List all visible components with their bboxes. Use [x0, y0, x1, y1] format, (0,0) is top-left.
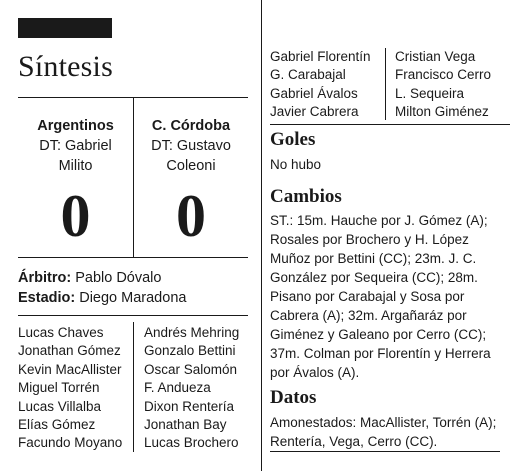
goles-heading: Goles [270, 129, 316, 150]
referee-value: Pablo Dóvalo [75, 270, 162, 286]
bottom-divider [270, 451, 500, 452]
list-item: Cristian Vega [395, 49, 476, 64]
list-item: Jonathan Bay [144, 417, 227, 433]
list-item: Miguel Torrén [18, 380, 100, 396]
list-item: Gabriel Florentín [270, 49, 371, 64]
score-divider [18, 257, 248, 258]
away-team-name: C. Córdoba [151, 118, 231, 134]
list-item: L. Sequeira [395, 85, 465, 101]
list-item: Francisco Cerro [395, 67, 492, 83]
home-lineup-col1 [18, 324, 130, 453]
referee-label: Árbitro: [18, 270, 72, 286]
away-lineup-divider [385, 48, 386, 120]
away-lineup-col1 [270, 48, 382, 122]
text-line: Amonestados: MacAllister, Torrén (A); [270, 415, 497, 430]
text-line: Muñoz por Bettini (CC); 23m. J. C. [270, 251, 477, 266]
home-score: 0 [60, 183, 91, 249]
text-line: ST.: 15m. Hauche por J. Gómez (A); [270, 213, 488, 228]
list-item: Elías Gómez [18, 417, 96, 433]
away-coach-line1: DT: Gustavo [151, 138, 231, 154]
list-item: Facundo Moyano [18, 435, 123, 451]
home-team-name: Argentinos [37, 118, 114, 134]
away-coach-line2: Coleoni [166, 158, 216, 174]
header-bar [18, 18, 112, 38]
stadium-line [18, 290, 186, 306]
list-item: Lucas Chaves [18, 325, 104, 340]
datos-text [270, 413, 510, 451]
text-line: González por Sequeira (CC); 28m. [270, 270, 478, 285]
list-item: Gabriel Ávalos [270, 85, 358, 101]
away-lineup-col2 [395, 48, 510, 122]
cambios-text [270, 211, 510, 382]
list-item: Jonathan Gómez [18, 343, 121, 359]
home-coach-line1: DT: Gabriel [39, 138, 112, 154]
away-score: 0 [176, 183, 206, 249]
home-team [18, 116, 133, 176]
home-lineup-divider [133, 322, 134, 452]
text-line: Cabrera (A); 32m. Argañaráz por [270, 308, 467, 323]
list-item: Oscar Salomón [144, 361, 238, 377]
column-gutter [261, 0, 262, 471]
referee-line [18, 270, 161, 286]
lineup-divider-right [270, 124, 510, 125]
home-coach-line2: Milito [58, 158, 93, 174]
stadium-value: Diego Maradona [79, 290, 187, 306]
stadium-label: Estadio: [18, 290, 76, 306]
goles-text: No hubo [270, 157, 322, 172]
list-item: Milton Giménez [395, 104, 489, 120]
text-line: Rosales por Brochero y H. López [270, 232, 469, 247]
page-title: Síntesis [18, 50, 113, 83]
list-item: Lucas Villalba [18, 398, 102, 414]
text-line: Giménez y Galeano por Cerro (CC); [270, 327, 487, 342]
list-item: Javier Cabrera [270, 104, 359, 120]
text-line: por Ávalos (A). [270, 365, 360, 380]
list-item: F. Andueza [144, 380, 211, 396]
list-item: Lucas Brochero [144, 435, 239, 451]
cambios-heading: Cambios [270, 186, 342, 207]
list-item: G. Carabajal [270, 67, 346, 83]
text-line: Rentería, Vega, Cerro (CC). [270, 434, 438, 449]
home-lineup-col2 [144, 324, 248, 453]
text-line: Pisano por Carabajal y Sosa por [270, 289, 465, 304]
list-item: Andrés Mehring [144, 325, 240, 340]
away-team [134, 116, 248, 176]
datos-heading: Datos [270, 387, 317, 408]
info-divider [18, 315, 248, 316]
text-line: 37m. Colman por Florentín y Herrera [270, 346, 491, 361]
list-item: Kevin MacAllister [18, 361, 122, 377]
list-item: Dixon Rentería [144, 398, 235, 414]
list-item: Gonzalo Bettini [144, 343, 236, 359]
